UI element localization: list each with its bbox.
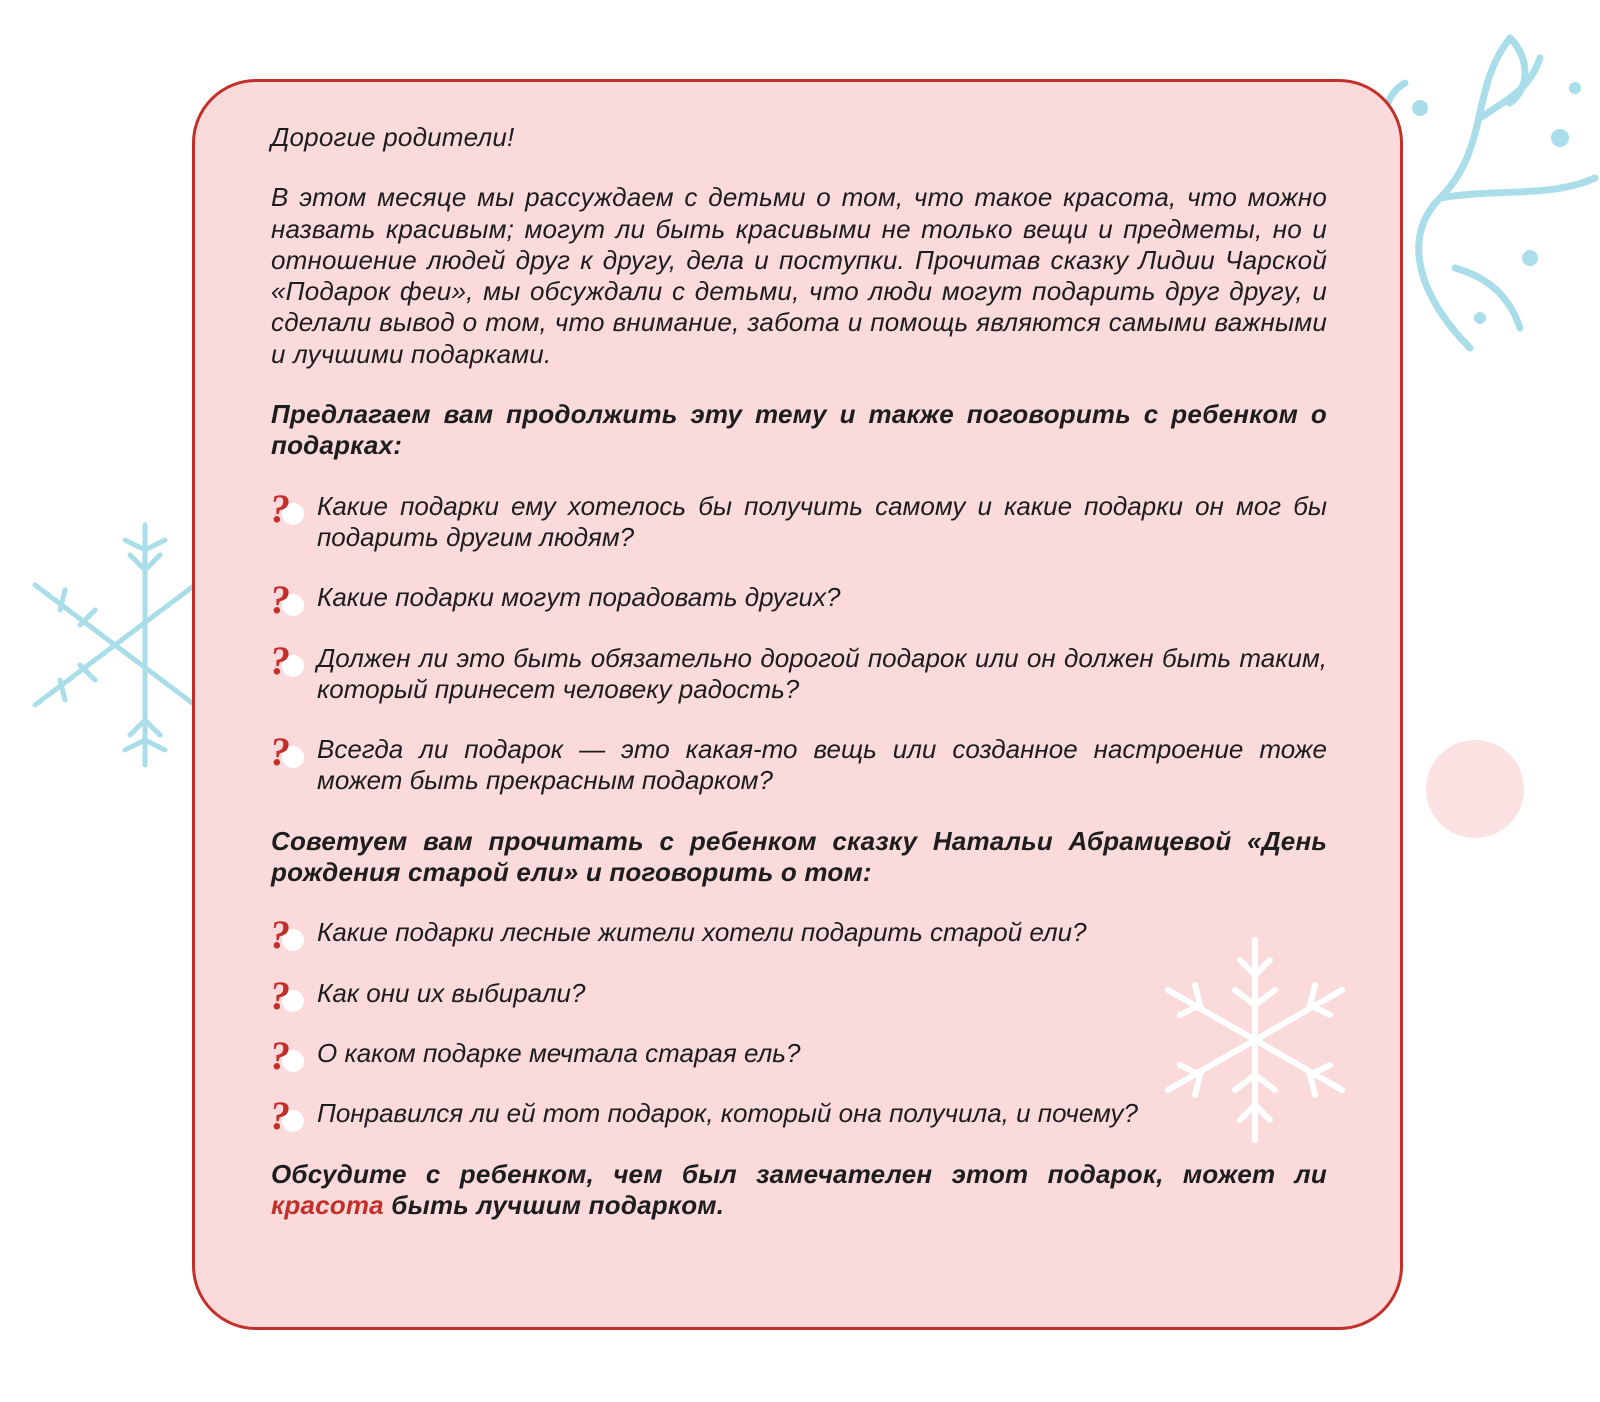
- question-text: Понравился ли ей тот подарок, который она получила, и почему?: [317, 1098, 1139, 1129]
- question-text: Какие подарки лесные жители хотели подарить старой ели?: [317, 917, 1087, 948]
- closing-text-end: быть лучшим подарком.: [383, 1189, 725, 1220]
- greeting: Дорогие родители!: [271, 122, 515, 152]
- decorative-dot: [1426, 740, 1524, 838]
- question-mark-icon: [269, 489, 305, 531]
- question-mark-icon: [269, 976, 305, 1018]
- svg-text:?: ?: [270, 488, 290, 531]
- section2-heading: Советуем вам прочитать с ребенком сказку Натальи Абрамцевой «День рождения старой ели» и поговорить о том:: [271, 825, 1327, 888]
- svg-text:?: ?: [270, 732, 290, 775]
- closing-text-start: Обсудите с ребенком, чем был замечателен этот подарок, может ли: [271, 1158, 1327, 1189]
- question-text: Должен ли это быть обязательно дорогой подарок или он должен быть таким, который принесет человеку радость?: [317, 642, 1327, 704]
- snowflake-icon: [20, 515, 200, 775]
- question-mark-icon: [269, 580, 305, 622]
- list-item: [271, 734, 1327, 797]
- list-item: [270, 1035, 1327, 1078]
- question-text: Какие подарки ему хотелось бы получить самому и какие подарки он мог бы подарить другим людям?: [317, 490, 1327, 552]
- svg-text:?: ?: [270, 1096, 290, 1139]
- list-item: [270, 975, 1327, 1018]
- question-mark-icon: [269, 641, 305, 683]
- section1-heading: Предлагаем вам продолжить эту тему и также поговорить с ребенком о подарках:: [271, 399, 1327, 461]
- question-text: Какие подарки могут порадовать других?: [317, 582, 841, 613]
- closing-highlight: красота: [271, 1189, 384, 1220]
- svg-text:?: ?: [270, 580, 290, 623]
- svg-text:?: ?: [270, 975, 290, 1018]
- question-mark-icon: [269, 1036, 305, 1078]
- svg-text:?: ?: [270, 915, 290, 958]
- svg-text:?: ?: [270, 640, 290, 683]
- question-mark-icon: [269, 915, 305, 957]
- question-mark-icon: [269, 1096, 305, 1138]
- question-text: О каком подарке мечтала старая ель?: [317, 1037, 801, 1068]
- question-text: Как они их выбирали?: [317, 977, 586, 1008]
- list-item: [270, 488, 1327, 554]
- letter-content: [271, 122, 1327, 1221]
- section2-question-list: [270, 915, 1327, 1139]
- intro-paragraph: В этом месяце мы рассуждаем с детьми о том, что такое красота, что можно назвать красивым; могут ли быть красивыми не только вещи и предметы, но и отношение людей друг к другу, дела и поступки. Прочитав сказку Лидии Чарской «Подарок феи», мы обсуждали с детьми, что люди могут подарить друг другу, и сделали вывод о том, что внимание, забота и помощь являются самыми важными и лучшими подарками.: [271, 182, 1327, 369]
- list-item: [270, 1096, 1327, 1139]
- list-item: [270, 915, 1327, 958]
- closing-paragraph: [271, 1159, 1327, 1222]
- question-text: Всегда ли подарок — это какая-то вещь или созданное настроение тоже может быть прекрасным подарком?: [317, 734, 1327, 796]
- list-item: [270, 640, 1327, 706]
- list-item: [270, 580, 1327, 623]
- question-mark-icon: [269, 732, 305, 774]
- svg-text:?: ?: [270, 1035, 290, 1078]
- section1-question-list: [270, 488, 1327, 797]
